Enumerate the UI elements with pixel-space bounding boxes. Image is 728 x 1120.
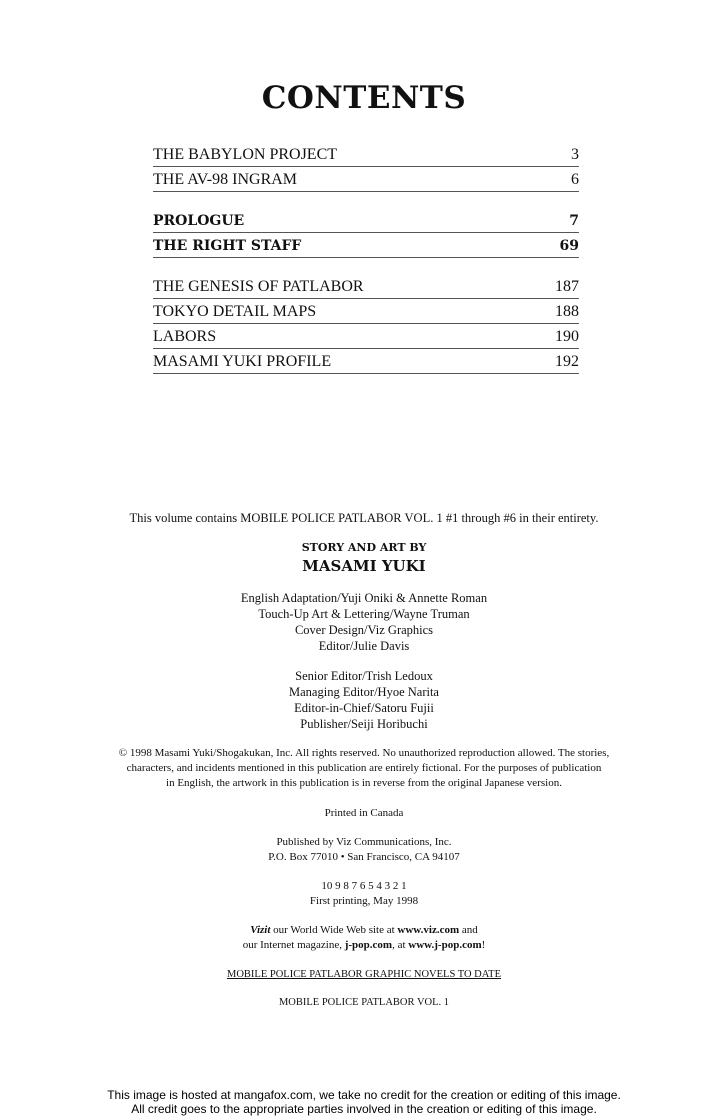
toc-entry-title: LABORS bbox=[153, 328, 217, 345]
toc-entry-title: TOKYO DETAIL MAPS bbox=[153, 303, 317, 320]
toc-row bbox=[153, 142, 579, 167]
copyright-line: © 1998 Masami Yuki/Shogakukan, Inc. All rights reserved. No unauthorized reproduction allowed. The stories, bbox=[118, 747, 610, 759]
toc-row bbox=[153, 233, 579, 258]
staff-list-production bbox=[0, 590, 728, 654]
publisher-address: P.O. Box 77010 • San Francisco, CA 94107 bbox=[268, 851, 460, 863]
volume-note: This volume contains MOBILE POLICE PATLABOR VOL. 1 #1 through #6 in their entirety. bbox=[129, 511, 599, 525]
staff-list-editorial bbox=[0, 668, 728, 732]
website-line-2 bbox=[0, 938, 728, 953]
toc-entry-page: 3 bbox=[571, 146, 579, 163]
graphic-novels-heading: MOBILE POLICE PATLABOR GRAPHIC NOVELS TO DATE bbox=[227, 969, 501, 980]
staff-line: English Adaptation/Yuji Oniki & Annette Roman bbox=[240, 591, 488, 605]
copyright-line: in English, the artwork in this publication is in reverse from the original Japanese version. bbox=[166, 777, 562, 789]
staff-line: Editor-in-Chief/Satoru Fujii bbox=[294, 701, 434, 715]
toc-entry-page: 7 bbox=[569, 213, 579, 229]
hosting-disclaimer bbox=[0, 1088, 728, 1116]
disclaimer-line: This image is hosted at mangafox.com, we take no credit for the creation or editing of this image. bbox=[107, 1088, 621, 1102]
printed-in: Printed in Canada bbox=[324, 807, 404, 819]
printing-date: First printing, May 1998 bbox=[309, 895, 419, 907]
toc-entry-page: 187 bbox=[555, 278, 579, 295]
toc-entry-title: PROLOGUE bbox=[153, 213, 245, 229]
author-name: MASAMI YUKI bbox=[302, 557, 426, 575]
toc-entry-title: THE GENESIS OF PATLABOR bbox=[153, 278, 364, 295]
toc-row bbox=[153, 167, 579, 192]
toc-row bbox=[153, 299, 579, 324]
toc-row bbox=[153, 208, 579, 233]
toc-group-extras bbox=[153, 274, 579, 374]
toc-entry-title: THE BABYLON PROJECT bbox=[153, 146, 338, 163]
printing-info bbox=[0, 879, 728, 909]
staff-line: Publisher/Seiji Horibuchi bbox=[300, 717, 428, 731]
toc-group-front bbox=[153, 142, 579, 192]
jpop-url: www.j-pop.com bbox=[408, 939, 482, 951]
toc-entry-page: 192 bbox=[555, 353, 579, 370]
web-text: and bbox=[459, 924, 478, 936]
copyright-notice bbox=[0, 746, 728, 791]
toc-entry-title: THE RIGHT STAFF bbox=[153, 238, 302, 254]
toc-row bbox=[153, 324, 579, 349]
page-title: CONTENTS bbox=[261, 80, 467, 116]
printing-numbers: 10 9 8 7 6 5 4 3 2 1 bbox=[321, 880, 407, 892]
web-text: our World Wide Web site at bbox=[270, 924, 398, 936]
staff-line: Senior Editor/Trish Ledoux bbox=[295, 669, 433, 683]
copyright-line: characters, and incidents mentioned in this publication are entirely fictional. For the purposes of publication bbox=[126, 762, 602, 774]
toc-entry-title: THE AV-98 INGRAM bbox=[153, 171, 298, 188]
toc-entry-page: 69 bbox=[559, 238, 579, 254]
table-of-contents bbox=[153, 142, 579, 390]
toc-entry-page: 188 bbox=[555, 303, 579, 320]
vizit-word: Vizit bbox=[250, 924, 271, 936]
staff-line: Managing Editor/Hyoe Narita bbox=[289, 685, 439, 699]
web-text: , at bbox=[392, 939, 409, 951]
web-text: our Internet magazine, bbox=[242, 939, 345, 951]
toc-entry-page: 190 bbox=[555, 328, 579, 345]
toc-row bbox=[153, 274, 579, 299]
staff-line: Editor/Julie Davis bbox=[318, 639, 410, 653]
publisher-info bbox=[0, 835, 728, 865]
toc-group-story bbox=[153, 208, 579, 258]
graphic-novel-item: MOBILE POLICE PATLABOR VOL. 1 bbox=[278, 997, 450, 1008]
staff-line: Touch-Up Art & Lettering/Wayne Truman bbox=[258, 607, 470, 621]
story-by-label: STORY AND ART BY bbox=[301, 541, 427, 554]
magazine-name: j-pop.com bbox=[344, 939, 393, 951]
website-line-1 bbox=[0, 923, 728, 938]
disclaimer-line: All credit goes to the appropriate parties involved in the creation or editing of this image. bbox=[131, 1102, 597, 1116]
toc-row bbox=[153, 349, 579, 374]
publisher-line: Published by Viz Communications, Inc. bbox=[276, 836, 452, 848]
credits-block bbox=[0, 510, 728, 1011]
toc-entry-title: MASAMI YUKI PROFILE bbox=[153, 353, 332, 370]
viz-url: www.viz.com bbox=[397, 924, 460, 936]
website-notice bbox=[0, 923, 728, 953]
web-text: ! bbox=[481, 939, 486, 951]
toc-entry-page: 6 bbox=[571, 171, 579, 188]
staff-line: Cover Design/Viz Graphics bbox=[294, 623, 434, 637]
